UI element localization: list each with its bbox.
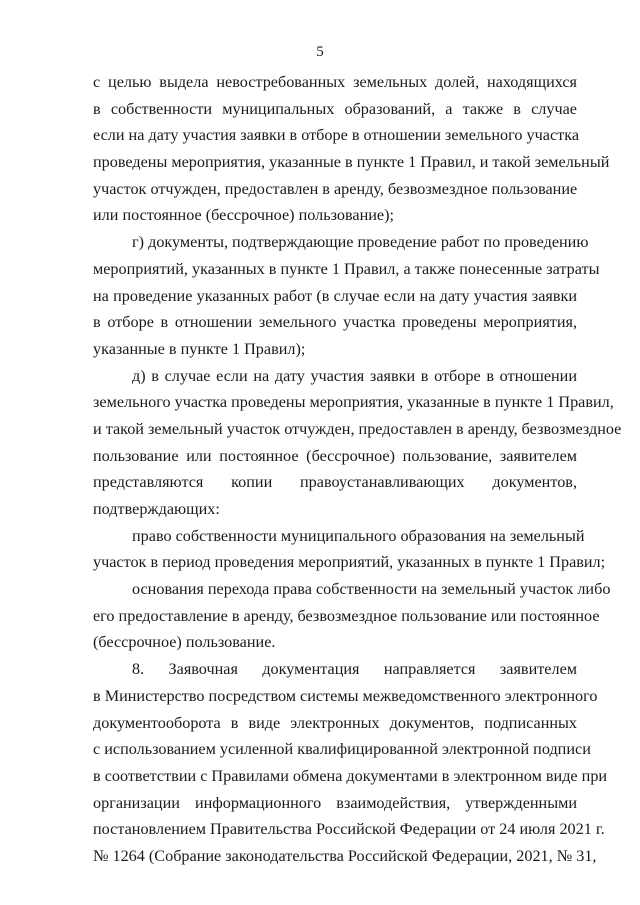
text-line: пользование или постоянное (бессрочное) пользование, заявителем bbox=[93, 446, 577, 465]
document-body bbox=[93, 69, 622, 870]
text-line: № 1264 (Собрание законодательства Российской Федерации, 2021, № 31, bbox=[93, 846, 597, 865]
text-line: подтверждающих: bbox=[93, 500, 220, 518]
text-line: право собственности муниципального образования на земельный bbox=[132, 526, 585, 545]
text-line: на проведение указанных работ (в случае если на дату участия заявки bbox=[93, 286, 577, 305]
text-line: д) в случае если на дату участия заявки в отборе в отношении bbox=[132, 366, 577, 385]
text-line: в соответствии с Правилами обмена документами в электронном виде при bbox=[93, 766, 608, 785]
text-line: организации информационного взаимодействия, утвержденными bbox=[93, 793, 577, 812]
text-line: постановлением Правительства Российской Федерации от 24 июля 2021 г. bbox=[93, 820, 605, 839]
text-line: 8. Заявочная документация направляется заявителем bbox=[132, 660, 577, 679]
text-line: документооборота в виде электронных документов, подписанных bbox=[93, 713, 577, 732]
text-line: его предоставление в аренду, безвозмездное пользование или постоянное bbox=[93, 606, 600, 625]
text-line: основания перехода права собственности на земельный участок либо bbox=[132, 580, 611, 599]
text-line: участок отчужден, предоставлен в аренду, безвозмездное пользование bbox=[93, 179, 578, 198]
text-line: участок в период проведения мероприятий, указанных в пункте 1 Правил; bbox=[93, 553, 606, 572]
page-number: 5 bbox=[316, 44, 324, 60]
text-line: представляются копии правоустанавливающих документов, bbox=[93, 473, 577, 492]
text-line: земельного участка проведены мероприятия, указанные в пункте 1 Правил, bbox=[93, 393, 614, 412]
text-line: и такой земельный участок отчужден, предоставлен в аренду, безвозмездное bbox=[93, 419, 622, 438]
text-line: с целью выдела невостребованных земельных долей, находящихся bbox=[93, 73, 577, 91]
text-line: г) документы, подтверждающие проведение работ по проведению bbox=[132, 233, 589, 252]
text-line: мероприятий, указанных в пункте 1 Правил, а также понесенные затраты bbox=[93, 259, 600, 278]
text-line: проведены мероприятия, указанные в пункте 1 Правил, и такой земельный bbox=[93, 153, 610, 172]
text-line: указанные в пункте 1 Правил); bbox=[93, 339, 306, 358]
text-line: или постоянное (бессрочное) пользование); bbox=[93, 206, 395, 225]
text-line: в Министерство посредством системы межведомственного электронного bbox=[93, 686, 598, 705]
text-line: (бессрочное) пользование. bbox=[93, 633, 276, 652]
text-line: если на дату участия заявки в отборе в отношении земельного участка bbox=[93, 126, 580, 145]
text-line: с использованием усиленной квалифицированной электронной подписи bbox=[93, 740, 591, 759]
text-line: в отборе в отношении земельного участка проведены мероприятия, bbox=[93, 313, 577, 332]
text-line: в собственности муниципальных образований, а также в случае bbox=[93, 99, 577, 118]
